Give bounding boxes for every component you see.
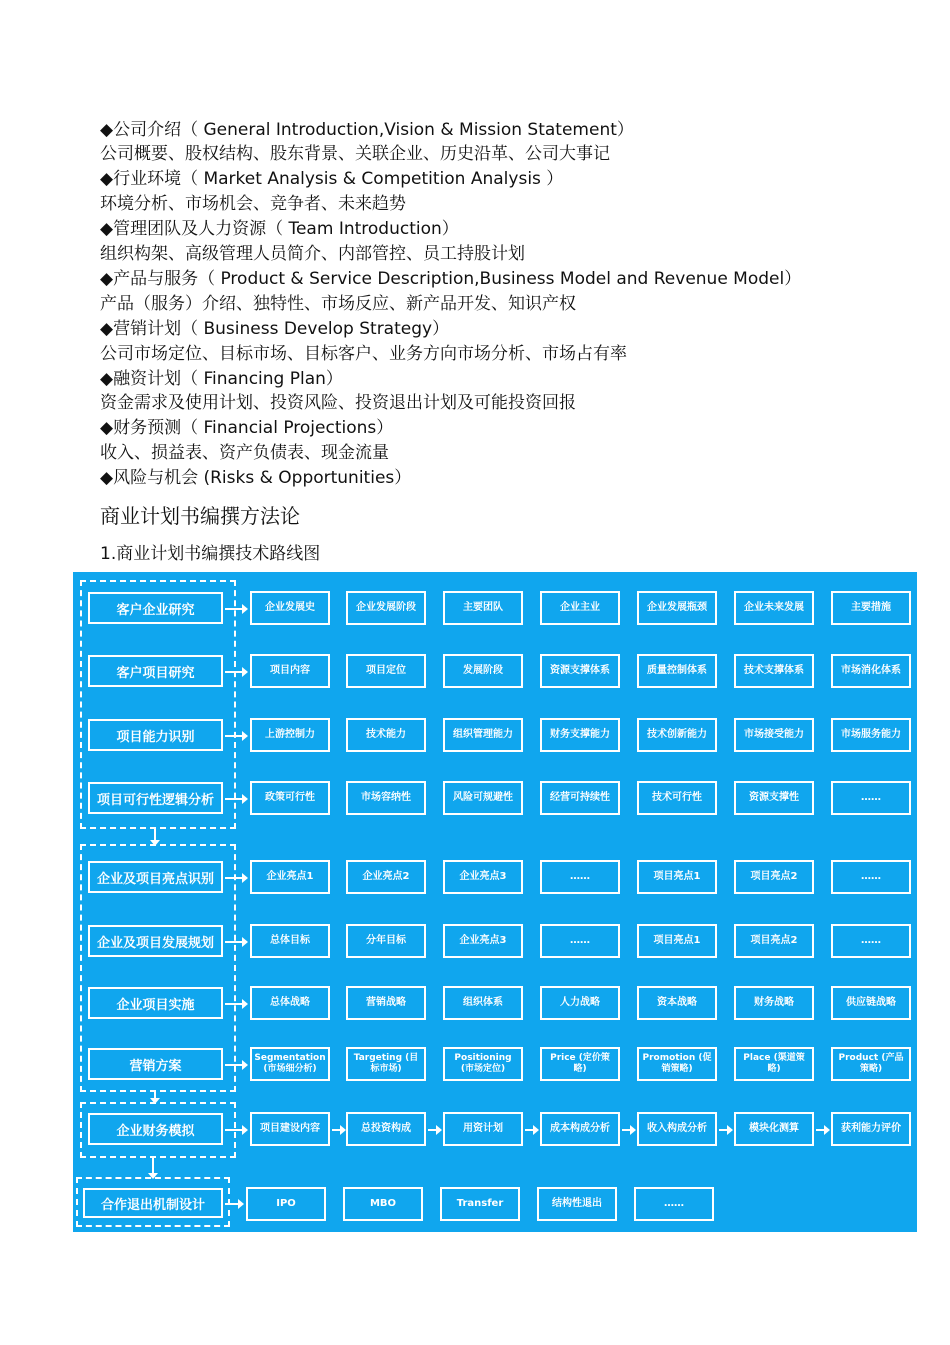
roadmap-cell: IPO: [246, 1187, 326, 1221]
roadmap-cell: 经营可持续性: [540, 781, 620, 815]
roadmap-cell: 组织体系: [443, 986, 523, 1020]
chain-arrow: [816, 1129, 828, 1131]
roadmap-row-label: 客户项目研究: [88, 655, 223, 687]
down-arrow: [152, 1158, 154, 1177]
row-arrow: [225, 877, 246, 879]
roadmap-cell: 风险可规避性: [443, 781, 523, 815]
outline-detail: 产品（服务）介绍、独特性、市场反应、新产品开发、知识产权: [100, 294, 576, 314]
roadmap-cell: 企业亮点3: [443, 860, 523, 894]
outline-heading: ◆管理团队及人力资源（ Team Introduction）: [100, 219, 459, 239]
roadmap-cell: 用资计划: [443, 1112, 523, 1146]
roadmap-cell: 供应链战略: [831, 986, 911, 1020]
roadmap-cell: 资源支撑性: [734, 781, 814, 815]
roadmap-cell: 上游控制力: [250, 718, 330, 752]
chain-arrow: [622, 1129, 634, 1131]
roadmap-cell: 企业亮点1: [250, 860, 330, 894]
outline-heading: ◆财务预测（ Financial Projections）: [100, 418, 394, 438]
outline-detail: 公司概要、股权结构、股东背景、关联企业、历史沿革、公司大事记: [100, 144, 610, 164]
row-arrow: [225, 1003, 246, 1005]
outline-detail: 组织构架、高级管理人员简介、内部管控、员工持股计划: [100, 244, 525, 264]
chain-arrow: [719, 1129, 731, 1131]
roadmap-cell: 营销战略: [346, 986, 426, 1020]
down-arrow: [154, 1092, 156, 1102]
roadmap-cell: 组织管理能力: [443, 718, 523, 752]
outline-detail: 环境分析、市场机会、竞争者、未来趋势: [100, 194, 406, 214]
roadmap-cell: 总体目标: [250, 924, 330, 958]
roadmap-cell: 模块化测算: [734, 1112, 814, 1146]
outline-heading: ◆营销计划（ Business Develop Strategy）: [100, 319, 450, 339]
row-arrow: [225, 608, 246, 610]
roadmap-cell: 项目定位: [346, 654, 426, 688]
roadmap-cell: 总体战略: [250, 986, 330, 1020]
roadmap-cell: 企业发展瓶颈: [637, 591, 717, 625]
roadmap-row-label: 项目能力识别: [88, 719, 223, 751]
roadmap-cell: Product (产品策略): [831, 1047, 911, 1081]
roadmap-cell: 人力战略: [540, 986, 620, 1020]
roadmap-cell: 资源支撑体系: [540, 654, 620, 688]
roadmap-cell: 主要措施: [831, 591, 911, 625]
outline-detail: 资金需求及使用计划、投资风险、投资退出计划及可能投资回报: [100, 393, 576, 413]
roadmap-cell: 技术可行性: [637, 781, 717, 815]
row-arrow: [225, 735, 246, 737]
roadmap-cell: Place (渠道策略): [734, 1047, 814, 1081]
roadmap-cell: 政策可行性: [250, 781, 330, 815]
roadmap-row-label: 营销方案: [88, 1048, 223, 1080]
outline-detail: 公司市场定位、目标市场、目标客户、业务方向市场分析、市场占有率: [100, 344, 627, 364]
roadmap-cell: 资本战略: [637, 986, 717, 1020]
roadmap-cell: ……: [634, 1187, 714, 1221]
roadmap-cell: 技术能力: [346, 718, 426, 752]
roadmap-cell: Segmentation (市场细分析): [250, 1047, 330, 1081]
down-arrow: [154, 829, 156, 844]
roadmap-cell: 质量控制体系: [637, 654, 717, 688]
row-arrow: [225, 1203, 242, 1205]
roadmap-cell: ……: [831, 860, 911, 894]
row-arrow: [225, 941, 246, 943]
row-arrow: [225, 1129, 246, 1131]
roadmap-row-label: 企业财务模拟: [88, 1113, 223, 1145]
roadmap-cell: 财务支撑能力: [540, 718, 620, 752]
roadmap-cell: Promotion (促销策略): [637, 1047, 717, 1081]
chain-arrow: [332, 1129, 344, 1131]
roadmap-cell: Transfer: [440, 1187, 520, 1221]
figure-caption: 1.商业计划书编撰技术路线图: [100, 544, 321, 564]
roadmap-cell: 企业主业: [540, 591, 620, 625]
roadmap-cell: 项目内容: [250, 654, 330, 688]
roadmap-row-label: 企业项目实施: [88, 987, 223, 1019]
roadmap-cell: 发展阶段: [443, 654, 523, 688]
roadmap-row-label: 企业及项目亮点识别: [88, 861, 223, 893]
roadmap-cell: ……: [540, 924, 620, 958]
roadmap-cell: 总投资构成: [346, 1112, 426, 1146]
roadmap-row-label: 项目可行性逻辑分析: [88, 782, 223, 814]
outline-heading: ◆融资计划（ Financing Plan）: [100, 369, 343, 389]
chain-arrow: [525, 1129, 537, 1131]
roadmap-cell: 技术创新能力: [637, 718, 717, 752]
roadmap-cell: 主要团队: [443, 591, 523, 625]
roadmap-cell: 企业亮点3: [443, 924, 523, 958]
roadmap-cell: MBO: [343, 1187, 423, 1221]
roadmap-cell: 项目亮点1: [637, 860, 717, 894]
roadmap-cell: 项目建设内容: [250, 1112, 330, 1146]
roadmap-cell: 市场接受能力: [734, 718, 814, 752]
roadmap-cell: 市场消化体系: [831, 654, 911, 688]
roadmap-row-label: 客户企业研究: [88, 592, 223, 624]
row-arrow: [225, 798, 246, 800]
roadmap-cell: Price (定价策略): [540, 1047, 620, 1081]
roadmap-cell: 企业发展阶段: [346, 591, 426, 625]
roadmap-cell: 企业未来发展: [734, 591, 814, 625]
roadmap-row-label: 企业及项目发展规划: [88, 925, 223, 957]
roadmap-cell: Targeting (目标市场): [346, 1047, 426, 1081]
chain-arrow: [428, 1129, 440, 1131]
roadmap-cell: 收入构成分析: [637, 1112, 717, 1146]
roadmap-cell: 企业亮点2: [346, 860, 426, 894]
roadmap-cell: 项目亮点1: [637, 924, 717, 958]
roadmap-cell: 财务战略: [734, 986, 814, 1020]
outline-heading: ◆风险与机会 (Risks & Opportunities）: [100, 468, 412, 488]
roadmap-cell: 成本构成分析: [540, 1112, 620, 1146]
roadmap-cell: ……: [831, 924, 911, 958]
outline-heading: ◆行业环境（ Market Analysis & Competition Analysis ）: [100, 169, 564, 189]
roadmap-cell: 市场容纳性: [346, 781, 426, 815]
roadmap-cell: 获利能力评价: [831, 1112, 911, 1146]
outline-heading: ◆公司介绍（ General Introduction,Vision & Mission Statement）: [100, 120, 634, 140]
roadmap-row-label: 合作退出机制设计: [83, 1188, 223, 1218]
section-title: 商业计划书编撰方法论: [100, 504, 300, 528]
roadmap-cell: 分年目标: [346, 924, 426, 958]
roadmap-cell: Positioning (市场定位): [443, 1047, 523, 1081]
roadmap-cell: ……: [540, 860, 620, 894]
outline-detail: 收入、损益表、资产负债表、现金流量: [100, 443, 389, 463]
row-arrow: [225, 671, 246, 673]
roadmap-cell: 结构性退出: [537, 1187, 617, 1221]
roadmap-cell: 市场服务能力: [831, 718, 911, 752]
outline-heading: ◆产品与服务（ Product & Service Description,Business Model and Revenue Model）: [100, 269, 802, 289]
roadmap-cell: 技术支撑体系: [734, 654, 814, 688]
row-arrow: [225, 1064, 246, 1066]
roadmap-cell: 项目亮点2: [734, 860, 814, 894]
roadmap-cell: 企业发展史: [250, 591, 330, 625]
roadmap-cell: 项目亮点2: [734, 924, 814, 958]
roadmap-cell: ……: [831, 781, 911, 815]
roadmap-diagram: [73, 572, 917, 1232]
